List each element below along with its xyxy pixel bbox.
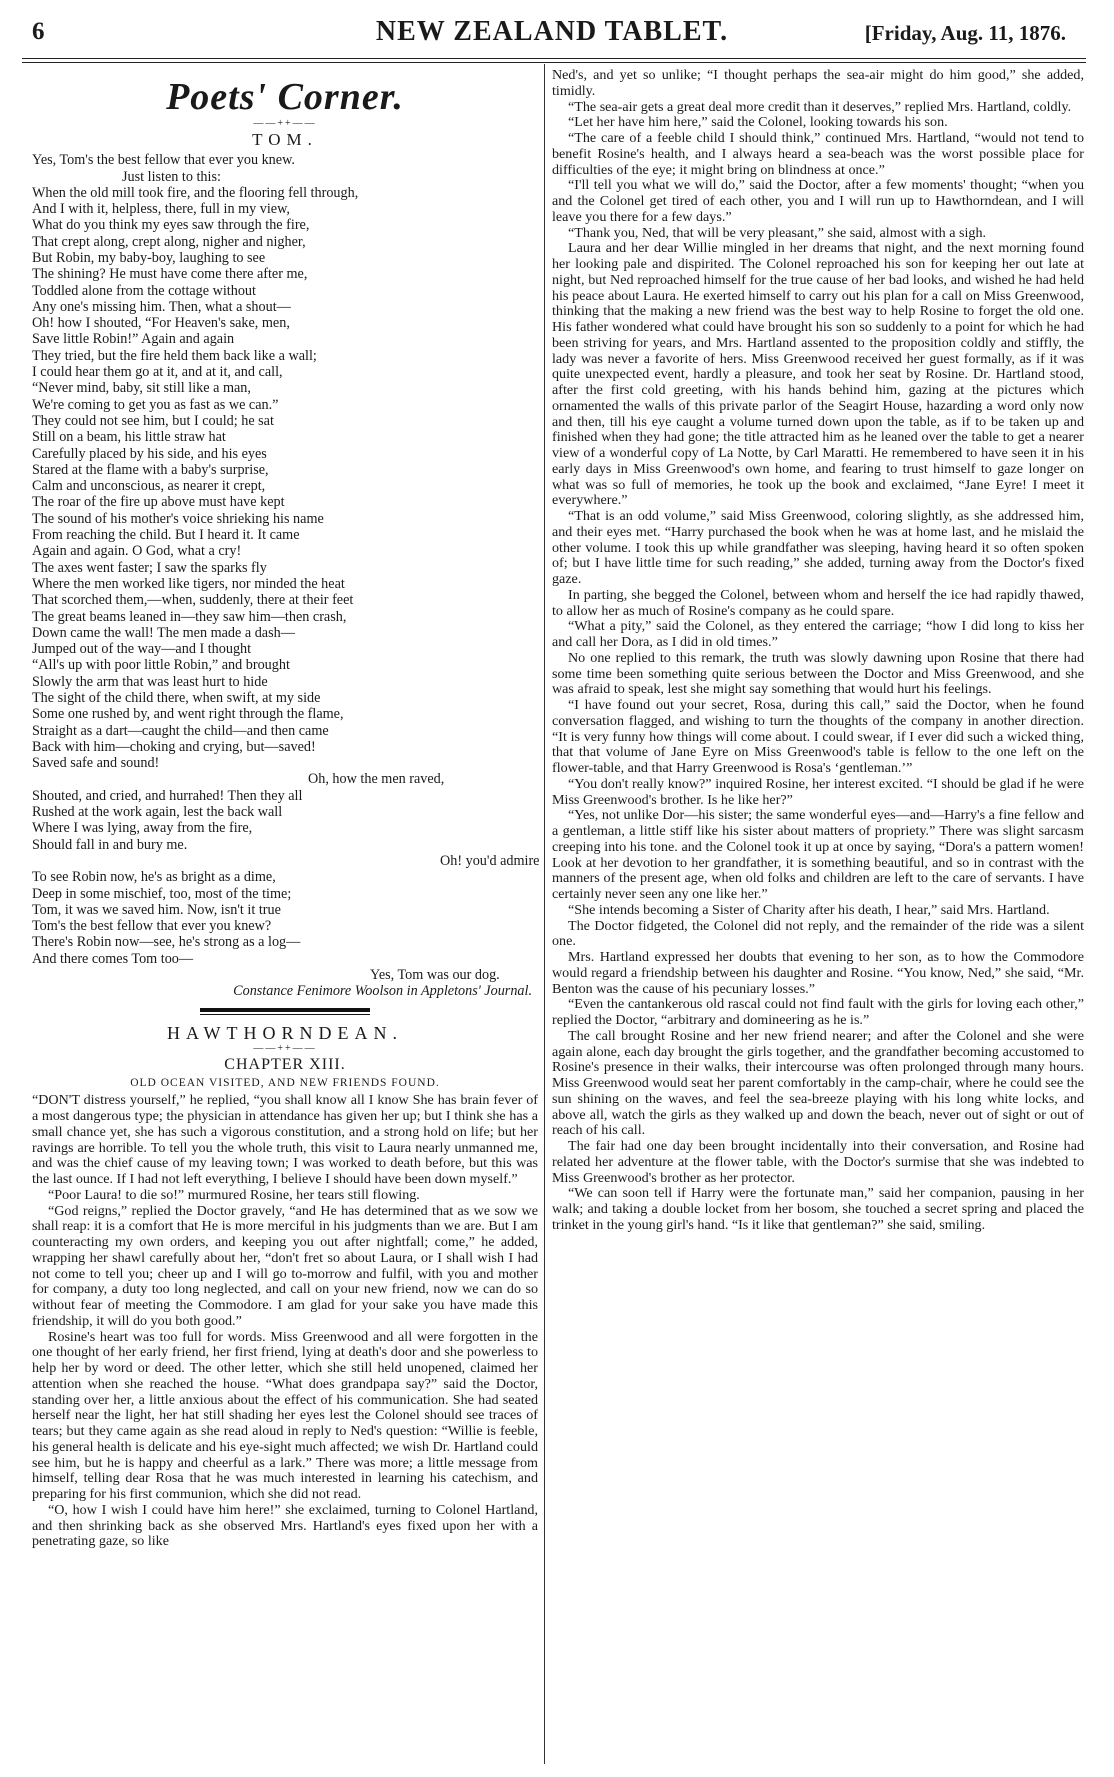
paragraph: Laura and her dear Willie mingled in her dreams that night, and the next morning found her looking pale and dispirited. The Colonel reproached his son for keeping her out late at night, but Ned reproached himself for the true cause of her bad looks, and wished he had held his peace about Laura. He exerted himself to carry out his plan for a call on Miss Greenwood, thinking that the making a new friend was the best way to help Rosine to forget the old one. His father wondered what could have brought his son so suddenly to a point for which he had been striving for years, and Mrs. Hartland assented to the proposition coldly and stiffly, the lady was never a favorite of hers. Miss Greenwood received her guest formally, as if it was quite unexpected event, hardly a pleasure, and took her seat by Rosine. Dr. Hartland stood, after the first cold greeting, with his hands behind him, gazing at the pictures which ornamented the walls of this private parlor of the Seagirt House, hazarding a word only now and then, till his eye caught a volume turned down upon the table, as if to be taken up and finished when they had gone; the title attracted him as he leaned over the table to get a nearer view of a wonderful copy of La Notte, by Carl Maratti. He remembered to have seen it in his early days in Miss Greenwood's own home, and fearing to trust himself to gaze longer on what was so full of memories, he took up the book and exclaimed, “Jane Eyre! I meet it everywhere.” [552, 240, 1084, 509]
page-number: 6 [32, 18, 45, 45]
paragraph: Rosine's heart was too full for words. Miss Greenwood and all were forgotten in the one thought of her early friend, her first friend, lying at death's door and she powerless to help her by word or deed. The other letter, which she still held unopened, claimed her attention when she reached the house. “What does grandpapa say?” said the Doctor, standing over her, a little anxious about the effect of his communication. She had seated herself near the light, her hat still shading her eyes lest the Colonel should see traces of tears; but they came again as she read aloud in reply to Ned's question: “Willie is feeble, his general health is delicate and his eye-sight much affected; we wish Dr. Hartland could see him, but he is happy and cheerful as a lark.” There was more; a little message from himself, telling dear Rosa that he was much interested in learning his catechism, and preparing for his first communion, which she did not read. [32, 1328, 538, 1502]
poem-line: When the old mill took fire, and the flooring fell through, [32, 184, 359, 201]
poem-line: Still on a beam, his little straw hat [32, 429, 226, 446]
poem-line: They tried, but the fire held them back like a wall; [32, 347, 317, 364]
paragraph: No one replied to this remark, the truth was slowly dawning upon Rosine that there had some time been something quite serious between the Doctor and Miss Greenwood, and she was afraid to speak, lest she might say something that would hurt his feelings. [552, 649, 1084, 698]
poem-line: Yes, Tom was our dog. [370, 967, 500, 984]
poem-line: Just listen to this: [122, 168, 221, 185]
poem-line: From reaching the child. But I heard it. It came [32, 527, 300, 544]
paragraph: “Poor Laura! to die so!” murmured Rosine, her tears still flowing. [48, 1186, 420, 1203]
section-rule [200, 1008, 370, 1015]
poem-attribution: Constance Fenimore Woolson in Appletons' Journal. [233, 983, 532, 1000]
poem-line: Shouted, and cried, and hurrahed! Then they all [32, 787, 303, 804]
poem-line: Oh, how the men raved, [308, 771, 445, 788]
poem-line: I could hear them go at it, and at it, and call, [32, 364, 283, 381]
header-rule-secondary [22, 62, 1086, 63]
paragraph: “O, how I wish I could have him here!” she exclaimed, turning to Colonel Hartland, and then shrinking back as she observed Mrs. Hartland's eyes fixed upon her with a penetrating gaze, so like [32, 1501, 538, 1550]
paragraph: “The care of a feeble child I should think,” continued Mrs. Hartland, “would not tend to benefit Rosine's health, and I always heard a sea-beach was the worst possible place for difficulties of the eye; it might bring on blindness at once.” [552, 130, 1084, 178]
poem-line: They could not see him, but I could; he sat [32, 412, 274, 429]
paragraph: The call brought Rosine and her new friend nearer; and after the Colonel and she were again alone, each day brought the girls together, and the grandfather becoming accustomed to Rosine's presence in their walks, their intercourse was often prolonged through many hours. Miss Greenwood would seat her parent comfortably in the camp-chair, where he could see the sun shining on the waves, and feel the sea-breeze playing with his long white locks, and above all, watch the girls as they walked up and down the beach, never out of sight or out of reach of his call. [552, 1027, 1084, 1139]
poem-line: Slowly the arm that was least hurt to hide [32, 673, 268, 690]
poem-line: The sound of his mother's voice shrieking his name [32, 510, 324, 527]
poem-line: Stared at the flame with a baby's surprise, [32, 461, 269, 478]
poem-line: “Never mind, baby, sit still like a man, [32, 380, 251, 397]
poem-line: But Robin, my baby-boy, laughing to see [32, 249, 266, 266]
poets-corner-header: Poets' Corner. [166, 76, 404, 118]
paragraph: “God reigns,” replied the Doctor gravely, “and He has determined that as we sow we shall reap: it is a comfort that He is more merciful in his judgments than we are. But I am counteracting my own orders, and keeping you out after nightfall; come,” he added, wrapping her shawl carefully about her, “don't fret so about Laura, or I shall wish I had not come to tell you; cheer up and I will go to-morrow and fulfil, with you and mother for company, a duty too long neglected, and call on your new friend, now we can do so without fear of meeting the Commodore. I am glad for your sake you have made this friendship, it will do you both good.” [32, 1202, 538, 1329]
paragraph: “What a pity,” said the Colonel, as they entered the carriage; “how I did long to kiss her and call her Dora, as I did in old times.” [552, 618, 1084, 650]
poem-line: Tom, it was we saved him. Now, isn't it true [32, 901, 281, 918]
ornament-divider: ——++—— [253, 118, 317, 129]
paragraph: “I have found out your secret, Rosa, during this call,” said the Doctor, when he found conversation flagged, and wishing to turn the thoughts of the company in another direction. “It is very funny how things will come about. I could swear, if I ever did such a wicked thing, that that volume of Jane Eyre on Miss Greenwood's table is fellow to the one left on the flower-table, and that Harry Greenwood is Rosa's ‘gentleman.’” [552, 697, 1084, 776]
poem-line: The great beams leaned in—they saw him—then crash, [32, 608, 347, 625]
paragraph: “We can soon tell if Harry were the fortunate man,” said her companion, pausing in her walk; and taking a double locket from her bosom, she touched a secret spring and placed the trinket in the young girl's hand. “Is it like that gentleman?” she said, smiling. [552, 1185, 1084, 1233]
poem-line: That crept along, crept along, nigher and nigher, [32, 233, 306, 250]
poem-line: Where I was lying, away from the fire, [32, 820, 253, 837]
paragraph: “DON'T distress yourself,” he replied, “you shall know all I know She has brain fever of a most dangerous type; the physician in attendance has given her up; but I think she has a small chance yet, she has such a vigorous constitution, and a strong hold on life; but her ravings are horrible. To tell you the whole truth, this visit to Laura nearly unmanned me, and was the chief cause of my leaving town; I was worked to death before, but this was the last ounce. If I had not left everything, I believe I should have been down myself.” [32, 1092, 538, 1187]
poem-line: That scorched them,—when, suddenly, there at their feet [32, 592, 354, 609]
poem-line: Carefully placed by his side, and his eyes [32, 445, 267, 462]
poem-line: What do you think my eyes saw through the fire, [32, 217, 310, 234]
poem-line: Oh! you'd admire [440, 852, 540, 869]
poem-line: Any one's missing him. Then, what a shout— [32, 298, 291, 315]
chapter-heading: CHAPTER XIII. [224, 1055, 346, 1073]
poem-body [32, 152, 538, 983]
poem-line: To see Robin now, he's as bright as a dime, [32, 869, 276, 886]
paragraph: In parting, she begged the Colonel, between whom and herself the ice had rapidly thawed, to allow her as much of Rosine's company as he could spare. [552, 586, 1084, 619]
poem-line: The axes went faster; I saw the sparks fly [32, 559, 267, 576]
paragraph: “Thank you, Ned, that will be very pleasant,” she said, almost with a sigh. [568, 224, 987, 241]
paragraph: “That is an odd volume,” said Miss Greenwood, coloring slightly, as she addressed him, and their eyes met. “Harry purchased the book when he was at home last, and he mislaid the other volume. I took this up while grandfather was sleeping, having heard it so often spoken of; but I have little time for such reading,” she added, turning away from the Doctor's fixed gaze. [552, 508, 1084, 587]
poem-line: Deep in some mischief, too, most of the time; [32, 885, 292, 902]
poem-line: Some one rushed by, and went right through the flame, [32, 706, 344, 723]
poem-line: Calm and unconscious, as nearer it crept, [32, 478, 266, 495]
paragraph: “The sea-air gets a great deal more credit than it deserves,” replied Mrs. Hartland, coldly. [568, 98, 1072, 115]
issue-date: [Friday, Aug. 11, 1876. [864, 21, 1066, 45]
paragraph: Ned's, and yet so unlike; “I thought perhaps the sea-air might do him good,” she added, timidly. [552, 67, 1084, 99]
poem-line: Jumped out of the way—and I thought [32, 641, 252, 658]
poem-line: Straight as a dart—caught the child—and then came [32, 722, 329, 739]
poem-line: Down came the wall! The men made a dash— [32, 624, 295, 641]
poem-line: Tom's the best fellow that ever you knew? [32, 918, 272, 935]
poem-line: Where the men worked like tigers, nor minded the heat [32, 575, 345, 592]
paragraph: “She intends becoming a Sister of Charity after his death, I hear,” said Mrs. Hartland. [568, 901, 1050, 918]
ornament-divider: ——++—— [253, 1042, 317, 1054]
poem-line: We're coming to get you as fast as we can.” [32, 396, 279, 413]
poem-line: Oh! how I shouted, “For Heaven's sake, men, [32, 315, 290, 332]
newspaper-title: NEW ZEALAND TABLET. [375, 16, 729, 47]
poem-line: “All's up with poor little Robin,” and brought [32, 657, 290, 674]
paragraph: “Even the cantankerous old rascal could not find fault with the girls for loving each other,” replied the Doctor, “arbitrary and domineering as he is.” [552, 996, 1084, 1028]
paragraph: “Let her have him here,” said the Colonel, looking towards his son. [568, 114, 948, 131]
masthead [22, 14, 1082, 48]
poem-line: Again and again. O God, what a cry! [32, 543, 242, 560]
paragraph: Mrs. Hartland expressed her doubts that evening to her son, as to how the Commodore would regard a friendship between his daughter and Rosine. “You know, Ned,” she said, “Mr. Benton was the cause of his pecuniary losses.” [552, 949, 1084, 997]
poem-line: Saved safe and sound! [32, 755, 160, 772]
column-divider [544, 64, 545, 1764]
poem-line: The shining? He must have come there after me, [32, 266, 308, 283]
poem-line: The sight of the child there, when swift, at my side [32, 690, 321, 706]
poem-line: Back with him—choking and crying, but—saved! [32, 738, 316, 755]
paragraph: The Doctor fidgeted, the Colonel did not reply, and the remainder of the ride was a silent one. [552, 917, 1084, 950]
header-rule [22, 58, 1086, 59]
left-column [32, 68, 538, 1550]
story-title: HAWTHORNDEAN. [166, 1022, 404, 1043]
story-text-left [32, 1093, 538, 1550]
chapter-subtitle: OLD OCEAN VISITED, AND NEW FRIENDS FOUND. [130, 1077, 440, 1090]
paragraph: “I'll tell you what we will do,” said the Doctor, after a few moments' thought; “when you and the Colonel get tired of each other, you and I will run up to Hawthorndean, and I will leave you there for a few days.” [552, 177, 1084, 225]
poem-line: There's Robin now—see, he's strong as a log— [32, 934, 301, 951]
poem-line: Yes, Tom's the best fellow that ever you knew. [32, 152, 295, 169]
paragraph: “You don't really know?” inquired Rosine, her interest excited. “I should be glad if he were Miss Greenwood's brother. Is he like her?” [552, 775, 1084, 808]
poem-title: TOM. [252, 130, 318, 149]
paragraph: “Yes, not unlike Dor—his sister; the same wonderful eyes—and—Harry's a fine fellow and a gentleman, a little stiff like his sister about matters of propriety.” There was slight sarcasm creeping into his tone. and the Colonel took it up at once by saying, “Dora's a pattern women! Look at her devotion to her grandfather, it is something beautiful, and so in contrast with the manners of the present age, when old folks and children are left to the care of servants. I have certainly never seen any one like her.” [552, 807, 1084, 902]
poem-line: The roar of the fire up above must have kept [32, 494, 285, 511]
poem-line: And there comes Tom too— [32, 950, 194, 967]
poem-line: Toddled alone from the cottage without [32, 282, 256, 299]
poem-line: Should fall in and bury me. [32, 836, 188, 853]
poem-line: Rushed at the work again, lest the back wall [32, 804, 283, 821]
paragraph: The fair had one day been brought incidentally into their conversation, and Rosine had related her adventure at the flower table, with the Doctor's surmise that she was indebted to Miss Greenwood's brother as her protector. [552, 1138, 1084, 1186]
poem-line: Save little Robin!” Again and again [32, 331, 235, 348]
poem-line: And I with it, helpless, there, full in my view, [32, 201, 290, 218]
story-text-right [552, 68, 1084, 1234]
right-column [552, 68, 1084, 1234]
